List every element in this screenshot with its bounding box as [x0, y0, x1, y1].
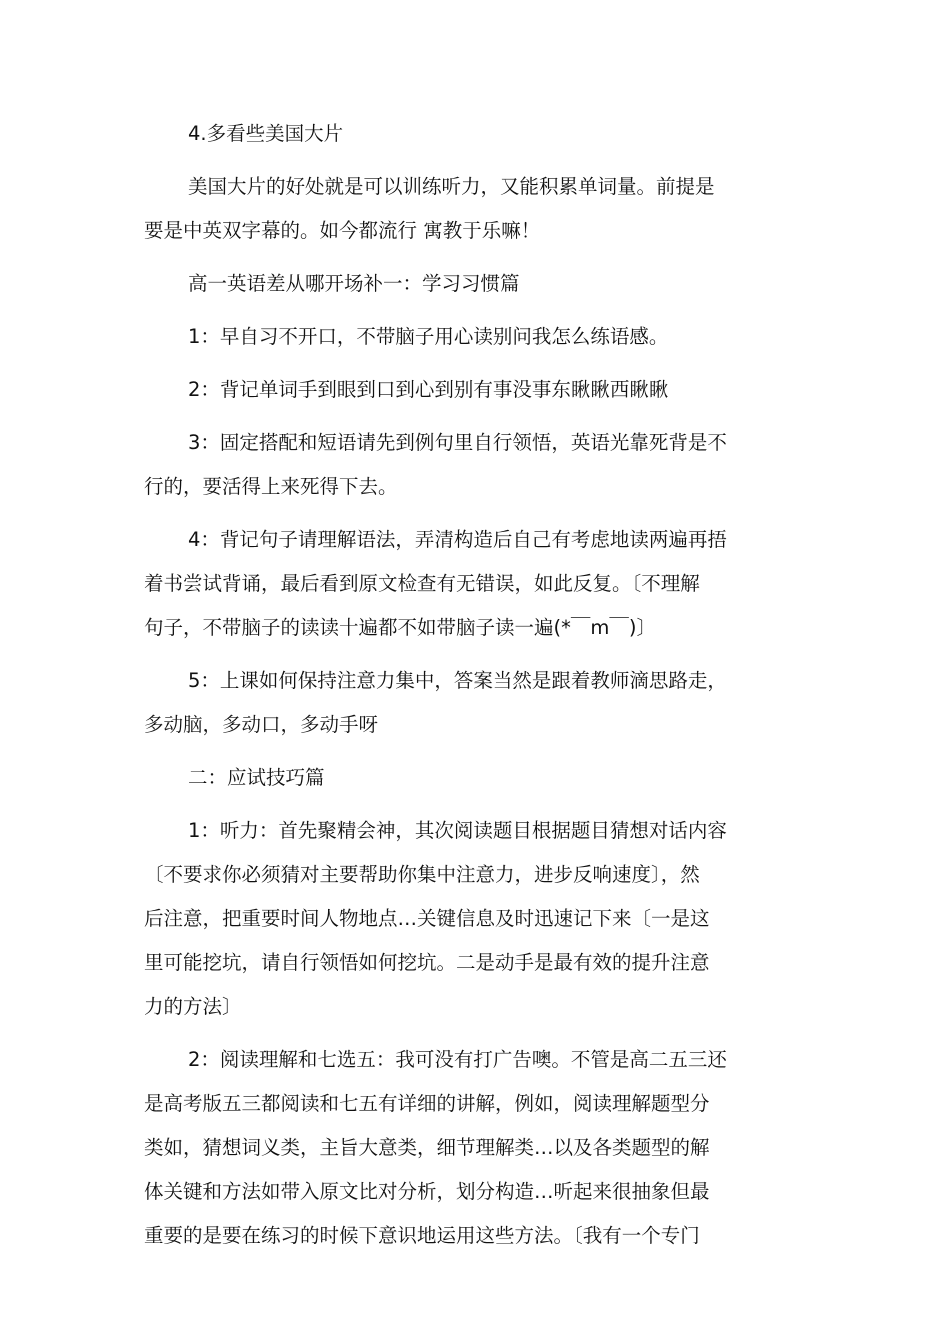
paragraph [144, 315, 808, 359]
text-line: 5：上课如何保持注意力集中，答案当然是跟着教师滴思路走， [188, 669, 727, 692]
paragraph [144, 262, 808, 306]
text-line: 美国大片的好处就是可以训练听力，又能积累单词量。前提是 [188, 175, 715, 198]
text-line: 重要的是要在练习的时候下意识地运用这些方法。〔我有一个专门 [144, 1224, 700, 1247]
text-line: 行的，要活得上来死得下去。 [144, 475, 398, 498]
paragraph [144, 1038, 808, 1258]
text-line: 2：阅读理解和七选五：我可没有打广告噢。不管是高二五三还 [188, 1048, 727, 1071]
text-line: 高一英语差从哪开场补一：学习习惯篇 [188, 272, 520, 295]
text-line: 多动脑，多动口，多动手呀 [144, 713, 379, 736]
text-line: 里可能挖坑，请自行领悟如何挖坑。二是动手是最有效的提升注意 [144, 951, 710, 974]
paragraph [144, 809, 808, 1029]
text-line: 类如，猜想词义类，主旨大意类，细节理解类…以及各类题型的解 [144, 1136, 710, 1159]
text-line: 着书尝试背诵，最后看到原文检查有无错误，如此反复。〔不理解 [144, 572, 700, 595]
document-body [144, 112, 808, 1267]
text-line: 体关键和方法如带入原文比对分析，划分构造…听起来很抽象但最 [144, 1180, 710, 1203]
text-line: 1：听力：首先聚精会神，其次阅读题目根据题目猜想对话内容 [188, 819, 727, 842]
text-line: 是高考版五三都阅读和七五有详细的讲解，例如，阅读理解题型分 [144, 1092, 710, 1115]
text-line: 4.多看些美国大片 [188, 122, 344, 145]
text-line: 1：早自习不开口，不带脑子用心读别问我怎么练语感。 [188, 325, 669, 348]
paragraph [144, 518, 808, 650]
paragraph [144, 421, 808, 509]
text-line: 3：固定搭配和短语请先到例句里自行领悟，英语光靠死背是不 [188, 431, 727, 454]
text-line: 2：背记单词手到眼到口到心到别有事没事东瞅瞅西瞅瞅 [188, 378, 669, 401]
text-line: 力的方法〕 [144, 995, 242, 1018]
paragraph [144, 659, 808, 747]
text-line: 后注意，把重要时间人物地点…关键信息及时迅速记下来〔一是这 [144, 907, 710, 930]
paragraph [144, 368, 808, 412]
text-line: 要是中英双字幕的。如今都流行 寓教于乐嘛！ [144, 219, 541, 242]
text-line: 4：背记句子请理解语法，弄清构造后自己有考虑地读两遍再捂 [188, 528, 727, 551]
paragraph [144, 756, 808, 800]
text-line: 句子，不带脑子的读读十遍都不如带脑子读一遍(*￣m￣)〕 [144, 616, 656, 639]
paragraph [144, 165, 808, 253]
paragraph [144, 112, 808, 156]
text-line: 〔不要求你必须猜对主要帮助你集中注意力，进步反响速度〕，然 [144, 863, 700, 886]
text-line: 二：应试技巧篇 [188, 766, 325, 789]
